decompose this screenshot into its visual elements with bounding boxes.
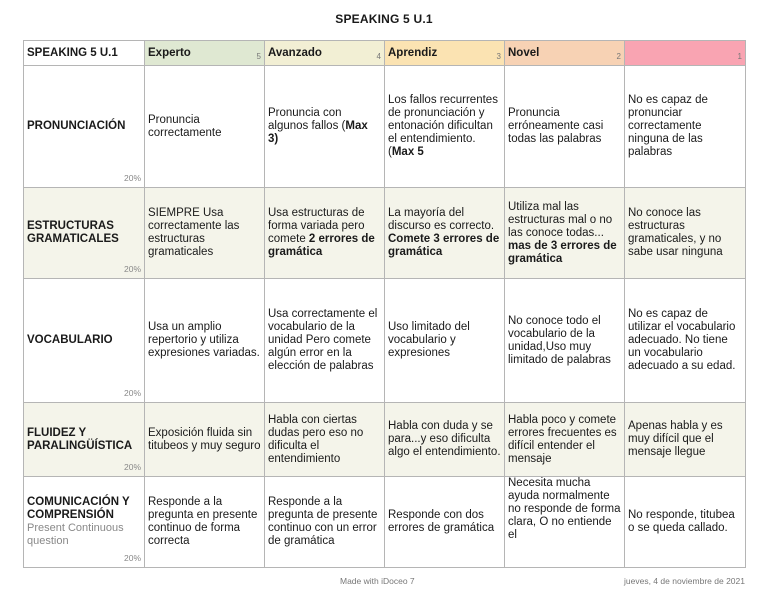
- level-header[interactable]: [145, 41, 265, 66]
- rubric-row: [24, 477, 746, 568]
- level-header[interactable]: [625, 41, 746, 66]
- page-title: SPEAKING 5 U.1: [335, 12, 433, 26]
- descriptor-cell[interactable]: Uso limitado del vocabulario y expresiones: [385, 279, 505, 403]
- level-header[interactable]: [265, 41, 385, 66]
- descriptor-cell[interactable]: Pronuncia correctamente: [145, 66, 265, 188]
- level-points: 2: [616, 52, 621, 61]
- criterion-weight: 20%: [123, 173, 141, 183]
- level-points: 5: [256, 52, 261, 61]
- descriptor-cell[interactable]: Habla con duda y se para...y eso dificulta algo el entendimiento.: [385, 403, 505, 477]
- criterion-name: COMUNICACIÓN Y COMPRENSIÓN: [27, 496, 130, 521]
- descriptor-cell[interactable]: Habla con ciertas dudas pero eso no dificulta el entendimiento: [265, 403, 385, 477]
- criterion-name: VOCABULARIO: [27, 334, 113, 346]
- rubric-row: [24, 279, 746, 403]
- level-points: 1: [737, 52, 742, 61]
- descriptor-cell[interactable]: Usa un amplio repertorio y utiliza expresiones variadas.: [145, 279, 265, 403]
- descriptor-cell[interactable]: Habla poco y comete errores frecuentes es difícil entender el mensaje: [505, 403, 625, 477]
- level-header[interactable]: [505, 41, 625, 66]
- criterion-cell: [24, 403, 145, 477]
- rubric-name: SPEAKING 5 U.1: [24, 41, 145, 66]
- descriptor-cell[interactable]: Responde a la pregunta de presente continuo con un error de gramática: [265, 477, 385, 568]
- date-label: jueves, 4 de noviembre de 2021: [624, 576, 745, 586]
- descriptor-cell[interactable]: Pronuncia con algunos fallos (Max 3): [265, 66, 385, 188]
- descriptor-cell[interactable]: Usa estructuras de forma variada pero comete 2 errores de gramática: [265, 188, 385, 279]
- level-points: 4: [376, 52, 381, 61]
- header-row: [24, 41, 746, 66]
- descriptor-cell[interactable]: SIEMPRE Usa correctamente las estructuras gramaticales: [145, 188, 265, 279]
- descriptor-cell[interactable]: No conoce todo el vocabulario de la unidad,Uso muy limitado de palabras: [505, 279, 625, 403]
- descriptor-cell[interactable]: Necesita mucha ayuda normalmente no responde de forma clara, O no entiende el: [505, 477, 625, 568]
- rubric-row: [24, 188, 746, 279]
- level-header[interactable]: [385, 41, 505, 66]
- criterion-cell: [24, 279, 145, 403]
- criterion-weight: 20%: [123, 264, 141, 274]
- descriptor-cell[interactable]: No conoce las estructuras gramaticales, y no sabe usar ninguna: [625, 188, 746, 279]
- criterion-cell: [24, 477, 145, 568]
- criterion-name: PRONUNCIACIÓN: [27, 120, 126, 132]
- criterion-weight: 20%: [123, 388, 141, 398]
- descriptor-cell[interactable]: Utiliza mal las estructuras mal o no las conoce todas... mas de 3 errores de gramática: [505, 188, 625, 279]
- made-with-label: Made with iDoceo 7: [340, 576, 415, 586]
- descriptor-cell[interactable]: No es capaz de pronunciar correctamente ninguna de las palabras: [625, 66, 746, 188]
- descriptor-cell[interactable]: Responde a la pregunta en presente continuo de forma correcta: [145, 477, 265, 568]
- descriptor-cell[interactable]: La mayoría del discurso es correcto. Comete 3 errores de gramática: [385, 188, 505, 279]
- criterion-weight: 20%: [123, 462, 141, 472]
- level-name: Experto: [148, 46, 191, 59]
- level-name: Novel: [508, 46, 540, 59]
- criterion-cell: [24, 188, 145, 279]
- descriptor-cell[interactable]: Apenas habla y es muy difícil que el mensaje llegue: [625, 403, 746, 477]
- level-name: Aprendiz: [388, 46, 438, 59]
- rubric-row: [24, 403, 746, 477]
- descriptor-cell[interactable]: Usa correctamente el vocabulario de la unidad Pero comete algún error en la elección de palabras: [265, 279, 385, 403]
- level-name: Avanzado: [268, 46, 322, 59]
- criterion-cell: [24, 66, 145, 188]
- descriptor-cell[interactable]: No responde, titubea o se queda callado.: [625, 477, 746, 568]
- criterion-name: ESTRUCTURAS GRAMATICALES: [27, 220, 119, 245]
- descriptor-cell[interactable]: Pronuncia erróneamente casi todas las palabras: [505, 66, 625, 188]
- criterion-name: FLUIDEZ Y PARALINGÜÍSTICA: [27, 426, 133, 452]
- descriptor-cell[interactable]: Exposición fluida sin titubeos y muy seguro: [145, 403, 265, 477]
- rubric-row: [24, 66, 746, 188]
- descriptor-cell[interactable]: No es capaz de utilizar el vocabulario adecuado. No tiene un vocabulario adecuado a su edad.: [625, 279, 746, 403]
- rubric-table: [23, 40, 746, 568]
- level-points: 3: [496, 52, 501, 61]
- criterion-subtitle: Present Continuous question: [27, 522, 124, 547]
- criterion-weight: 20%: [123, 553, 141, 563]
- descriptor-cell[interactable]: Los fallos recurrentes de pronunciación y entonación dificultan el entendimiento. (Max 5: [385, 66, 505, 188]
- descriptor-cell[interactable]: Responde con dos errores de gramática: [385, 477, 505, 568]
